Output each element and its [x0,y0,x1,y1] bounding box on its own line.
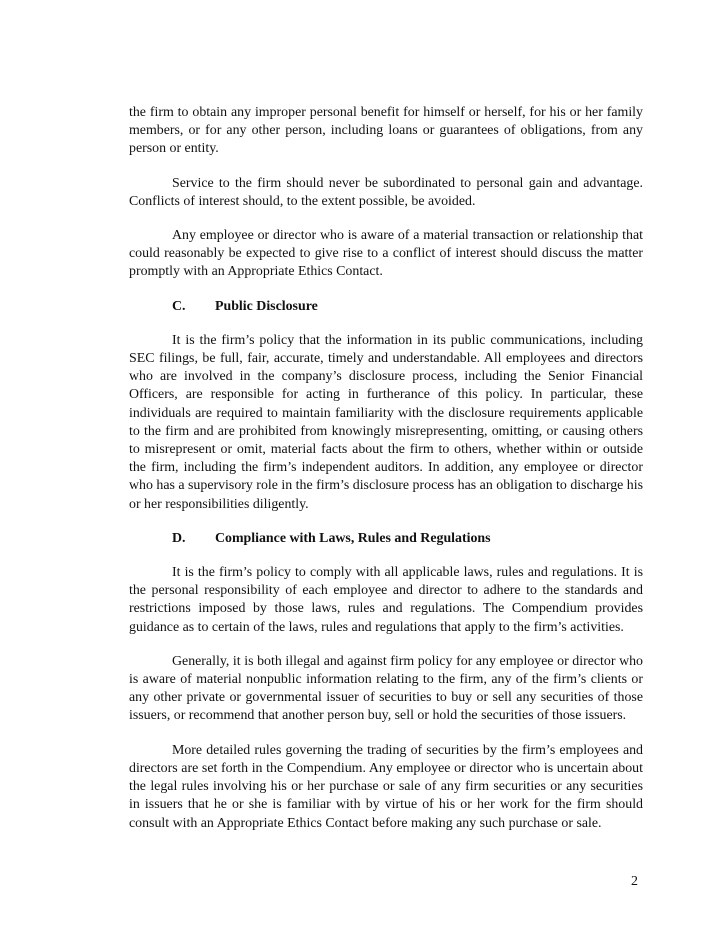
paragraph-public-disclosure: It is the firm’s policy that the information in its public communications, including SEC filings, be full, fair, accurate, timely and understandable. All employees and directors who are involved in the company’s disclosure process, including the Senior Financial Officers, are responsible for acting in furtherance of this policy. In particular, these individuals are required to maintain familiarity with the disclosure requirements applicable to the firm and are prohibited from knowingly misrepresenting, omitting, or causing others to misrepresent or omit, material facts about the firm to others, whether within or outside the firm, including the firm’s independent auditors. In addition, any employee or director who has a supervisory role in the firm’s disclosure process has an obligation to discharge his or her responsibilities diligently. [129,332,643,512]
paragraph-conflict-benefit: the firm to obtain any improper personal benefit for himself or herself, for his or her family members, or for any other person, including loans or guarantees of obligations, from any person or entity. [129,105,643,157]
paragraph-compliance-policy: It is the firm’s policy to comply with all applicable laws, rules and regulations. It is the personal responsibility of each employee and director to adhere to the standards and restrictions imposed by those laws, rules and regulations. The Compendium provides guidance as to certain of the laws, rules and regulations that apply to the firm’s activities. [129,565,643,635]
section-heading-compliance [129,530,643,548]
page-body [129,104,643,849]
section-letter: C. [172,298,186,314]
paragraph-material-transaction: Any employee or director who is aware of a material transaction or relationship that could reasonably be expected to give rise to a conflict of interest should discuss the matter promptly with an Appropriate Ethics Contact. [129,228,643,280]
section-title: Public Disclosure [215,298,318,314]
paragraph-service-to-firm: Service to the firm should never be subordinated to personal gain and advantage. Conflicts of interest should, to the extent possible, be avoided. [129,175,643,209]
page-number: 2 [631,874,638,889]
paragraph-insider-trading: Generally, it is both illegal and against firm policy for any employee or director who is aware of material nonpublic information relating to the firm, any of the firm’s clients or any other private or governmental issuer of securities to buy or sell any securities of those issuers, or recommend that another person buy, sell or hold the securities of those issuers. [129,653,643,724]
section-heading-public-disclosure [129,298,643,316]
paragraph-trading-rules: More detailed rules governing the trading of securities by the firm’s employees and directors are set forth in the Compendium. Any employee or director who is uncertain about the legal rules involving his or her purchase or sale of any firm securities or any securities in issuers that he or she is familiar with by virtue of his or her work for the firm should consult with an Appropriate Ethics Contact before making any such purchase or sale. [129,742,643,831]
section-title: Compliance with Laws, Rules and Regulations [215,530,491,546]
section-letter: D. [172,530,186,546]
